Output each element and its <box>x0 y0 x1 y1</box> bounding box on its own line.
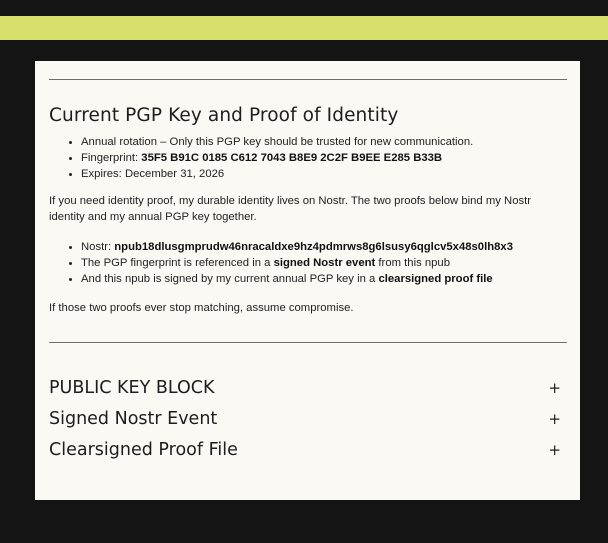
npub-value: npub18dlusgmprudw46nracaldxe9hz4pdmrws8g6lsusy6qglcv5x48s0lh8x3 <box>114 241 513 253</box>
accordion <box>49 372 567 465</box>
rotation-note: • Annual rotation – Only this PGP key should be trusted for new communication. <box>81 134 567 150</box>
proof-list <box>49 239 567 287</box>
divider-top <box>49 79 567 80</box>
plus-icon[interactable]: + <box>548 440 561 459</box>
signed-event-item <box>81 255 567 271</box>
accordion-title: Signed Nostr Event <box>49 408 218 429</box>
compromise-warning: If those two proofs ever stop matching, assume compromise. <box>49 302 354 314</box>
fingerprint-value: 35F5 B91C 0185 C612 7043 B8E9 2C2F B9EE E285 B33B <box>141 152 443 164</box>
section-title: Current PGP Key and Proof of Identity <box>49 105 399 126</box>
accordion-signed-nostr-event[interactable] <box>49 403 567 434</box>
accent-bar <box>0 16 608 40</box>
content-card <box>35 61 580 500</box>
expiry-item: • Expires: December 31, 2026 <box>81 166 567 182</box>
fingerprint-item <box>81 150 567 166</box>
divider-middle <box>49 342 567 343</box>
key-info-list <box>49 134 567 182</box>
signed-event-prefix: The PGP fingerprint is referenced in a <box>81 257 274 269</box>
accordion-public-key-block[interactable] <box>49 372 567 403</box>
plus-icon[interactable]: + <box>548 409 561 428</box>
fingerprint-label: Fingerprint: <box>81 152 142 164</box>
identity-intro: If you need identity proof, my durable identity lives on Nostr. The two proofs below bind my Nostr identity and my annual PGP key together. <box>49 195 532 223</box>
clearsigned-item <box>81 271 567 287</box>
signed-event-link: signed Nostr event <box>273 257 376 269</box>
signed-event-suffix: from this npub <box>375 257 451 269</box>
npub-label: Nostr: <box>81 241 115 253</box>
accordion-title: Clearsigned Proof File <box>49 439 238 460</box>
clearsigned-link: clearsigned proof file <box>378 273 493 285</box>
nostr-npub-item <box>81 239 567 255</box>
accordion-clearsigned-proof-file[interactable] <box>49 434 567 465</box>
accordion-title: PUBLIC KEY BLOCK <box>49 377 215 398</box>
clearsigned-prefix: And this npub is signed by my current annual PGP key in a <box>81 273 379 285</box>
plus-icon[interactable]: + <box>548 378 561 397</box>
